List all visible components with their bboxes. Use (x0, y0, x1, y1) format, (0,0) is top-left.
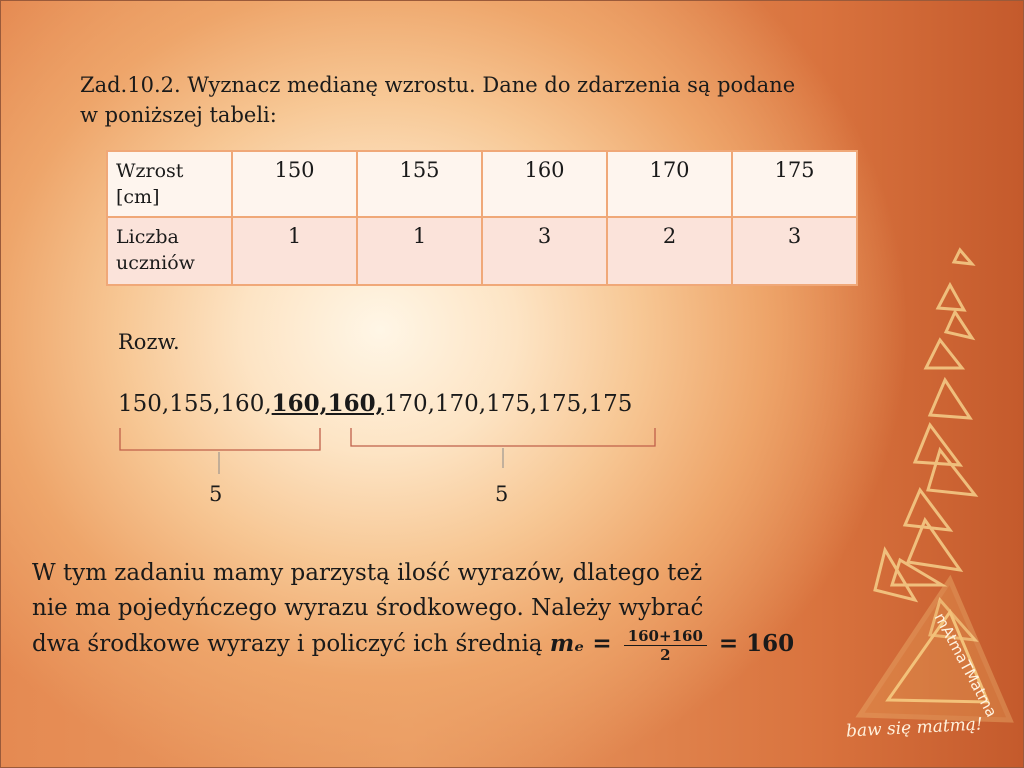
logo-text: mAtmaTMatma (930, 609, 1001, 721)
height-cell: 170 (607, 151, 732, 217)
sequence-middle: 160,160, (271, 390, 384, 417)
solution-label: Rozw. (118, 330, 180, 354)
row-label-line-1: Liczba (116, 226, 179, 248)
height-cell: 155 (357, 151, 482, 217)
median-symbol: mₑ (549, 630, 585, 657)
fraction-numerator: 160+160 (624, 627, 707, 646)
sequence-after: 170,170,175,175,175 (383, 391, 633, 417)
height-cell: 160 (482, 151, 607, 217)
header-label-line-1: Wzrost (116, 160, 184, 182)
explanation-line-1: W tym zadaniu mamy parzystą ilość wyrazów, dlatego też (32, 560, 703, 586)
sequence-before: 150,155,160, (118, 391, 272, 417)
explanation-line-2: nie ma pojedyńczego wyrazu środkowego. Należy wybrać (32, 595, 704, 621)
count-cell: 3 (732, 217, 857, 285)
formula-fraction (624, 627, 707, 664)
formula-result: = 160 (710, 630, 795, 657)
count-cell: 3 (482, 217, 607, 285)
task-label: Zad.10.2. (80, 73, 181, 97)
explanation-line-3 (32, 626, 794, 664)
header-label-line-2: [cm] (116, 186, 160, 208)
count-cell: 1 (357, 217, 482, 285)
height-cell: 150 (232, 151, 357, 217)
row-label-line-2: uczniów (116, 252, 195, 274)
task-line-1: Wyznacz medianę wzrostu. Dane do zdarzenia są podane (180, 73, 796, 97)
task-line-2: w poniższej tabeli: (80, 103, 277, 127)
height-cell: 175 (732, 151, 857, 217)
count-cell: 1 (232, 217, 357, 285)
left-bracket (120, 428, 320, 450)
explanation (32, 556, 794, 664)
explanation-line-3-text: dwa środkowe wyrazy i policzyć ich średnią (32, 630, 550, 657)
decorative-triangles-logo (830, 240, 1024, 768)
left-group-count: 5 (209, 482, 223, 506)
fraction-denominator: 2 (660, 645, 671, 664)
count-cell: 2 (607, 217, 732, 285)
right-group-count: 5 (495, 482, 509, 506)
slogan: baw się matmą! (845, 714, 984, 742)
right-bracket (351, 428, 655, 446)
median-formula (550, 626, 794, 664)
formula-equals: = (584, 630, 620, 657)
